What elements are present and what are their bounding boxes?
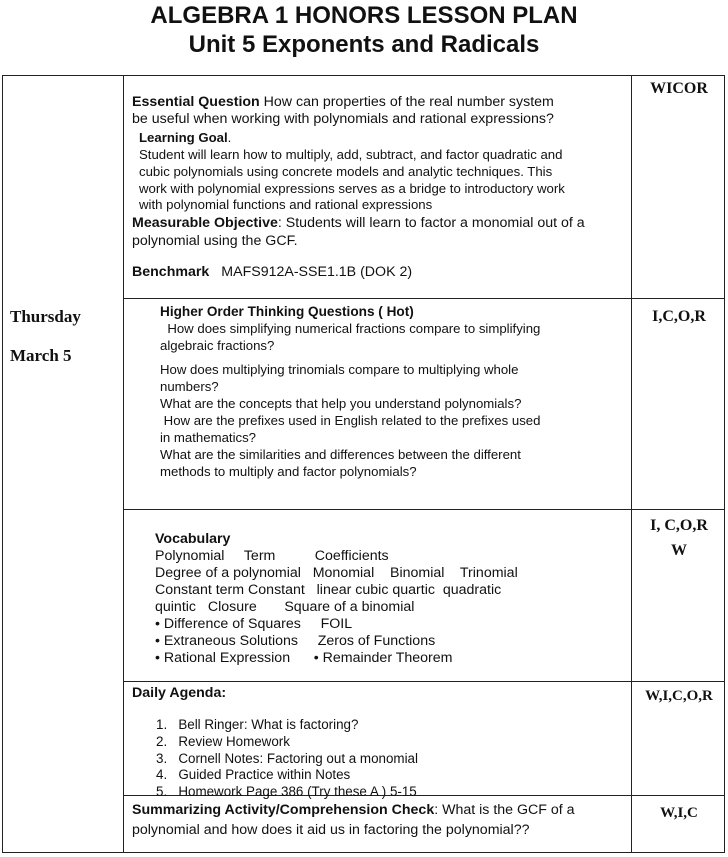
table-divider-right (631, 75, 632, 853)
vocabulary-line: Degree of a polynomial Monomial Binomial Trinomial (155, 565, 518, 581)
vocabulary-line: • Extraneous Solutions Zeros of Functions (155, 633, 436, 649)
summarizing-activity (132, 802, 575, 819)
hot-question: What are the similarities and differences between the different (160, 447, 521, 462)
hot-question: How does simplifying numerical fractions compare to simplifying (160, 321, 541, 336)
hot-question: How does multiplying trinomials compare to multiplying whole (160, 362, 519, 377)
agenda-item: 5. Homework Page 386 (Try these A ) 5-15 (156, 784, 417, 800)
essential-question (132, 94, 554, 111)
learning-goal-line: Student will learn how to multiply, add, subtract, and factor quadratic and (139, 147, 563, 162)
agenda-heading-text: Daily Agenda: (132, 685, 227, 701)
essential-question-label: Essential Question (132, 94, 260, 110)
benchmark-code: MAFS912A-SSE1.1B (DOK 2) (221, 264, 413, 280)
vocabulary-line: Constant term Constant linear cubic quartic quadratic (155, 582, 502, 598)
vocabulary-heading (155, 531, 230, 548)
essential-question-line2: be useful when working with polynomials and rational expressions? (132, 111, 554, 127)
hot-question: in mathematics? (160, 430, 257, 445)
measurable-objective-line2: polynomial using the GCF. (132, 233, 298, 249)
learning-goal-label: Learning Goal (139, 130, 228, 145)
wicor-vocabulary: I, C,O,R (650, 517, 708, 534)
agenda-item: 2. Review Homework (156, 733, 290, 749)
summarizing-activity-line2: polynomial and how does it aid us in factoring the polynomial?? (132, 822, 530, 838)
hot-question: How are the prefixes used in English related to the prefixes used (160, 413, 541, 428)
agenda-list (156, 717, 418, 801)
summarizing-activity-text: : What is the GCF of a (434, 802, 575, 818)
measurable-objective (132, 215, 585, 232)
essential-question-text: How can properties of the real number system (259, 94, 554, 110)
hot-question: algebraic fractions? (160, 338, 275, 353)
benchmark-label: Benchmark (132, 264, 210, 280)
learning-goal-line: work with polynomial expressions serves as a bridge to introductory work (139, 181, 565, 196)
row-divider-3 (123, 681, 725, 682)
vocabulary-line: • Difference of Squares FOIL (155, 616, 353, 632)
agenda-item: 4. Guided Practice within Notes (156, 767, 351, 783)
measurable-objective-text: : Students will learn to factor a monomial out of a (277, 215, 585, 231)
wicor-agenda: W,I,C,O,R (645, 688, 713, 704)
benchmark (132, 264, 412, 281)
hot-question: What are the concepts that help you understand polynomials? (160, 396, 522, 411)
agenda-item: 3. Cornell Notes: Factoring out a monomial (156, 750, 418, 766)
document-subtitle: Unit 5 Exponents and Radicals (188, 31, 540, 58)
agenda-heading (132, 685, 226, 702)
hot-heading (160, 303, 414, 320)
row-divider-1 (123, 298, 725, 299)
table-divider-left (123, 75, 124, 853)
summarizing-activity-label: Summarizing Activity/Comprehension Check (132, 802, 435, 818)
document-title: ALGEBRA 1 HONORS LESSON PLAN (150, 2, 578, 29)
vocabulary-line: • Rational Expression • Remainder Theorem (155, 650, 453, 666)
weekday: Thursday (10, 307, 81, 326)
hot-question: numbers? (160, 379, 219, 394)
wicor-heading: WICOR (650, 80, 708, 97)
vocabulary-line: Polynomial Term Coefficients (155, 548, 389, 564)
agenda-item: 1. Bell Ringer: What is factoring? (156, 717, 359, 732)
row-divider-2 (123, 509, 725, 510)
wicor-hot: I,C,O,R (652, 308, 706, 325)
wicor-summary: W,I,C (660, 805, 698, 821)
learning-goal-line: with polynomial functions and rational expressions (139, 197, 433, 212)
vocabulary-heading-text: Vocabulary (155, 531, 231, 547)
hot-heading-text: Higher Order Thinking Questions ( Hot) (160, 304, 414, 319)
learning-goal-line: cubic polynomials using concrete models and analytic techniques. This (139, 164, 553, 179)
wicor-vocabulary-w: W (671, 542, 687, 559)
hot-question: methods to multiply and factor polynomials? (160, 464, 417, 479)
learning-goal-heading: Learning Goal. (139, 130, 232, 145)
date: March 5 (10, 346, 72, 365)
vocabulary-line: quintic Closure Square of a binomial (155, 599, 415, 615)
measurable-objective-label: Measurable Objective (132, 215, 278, 231)
